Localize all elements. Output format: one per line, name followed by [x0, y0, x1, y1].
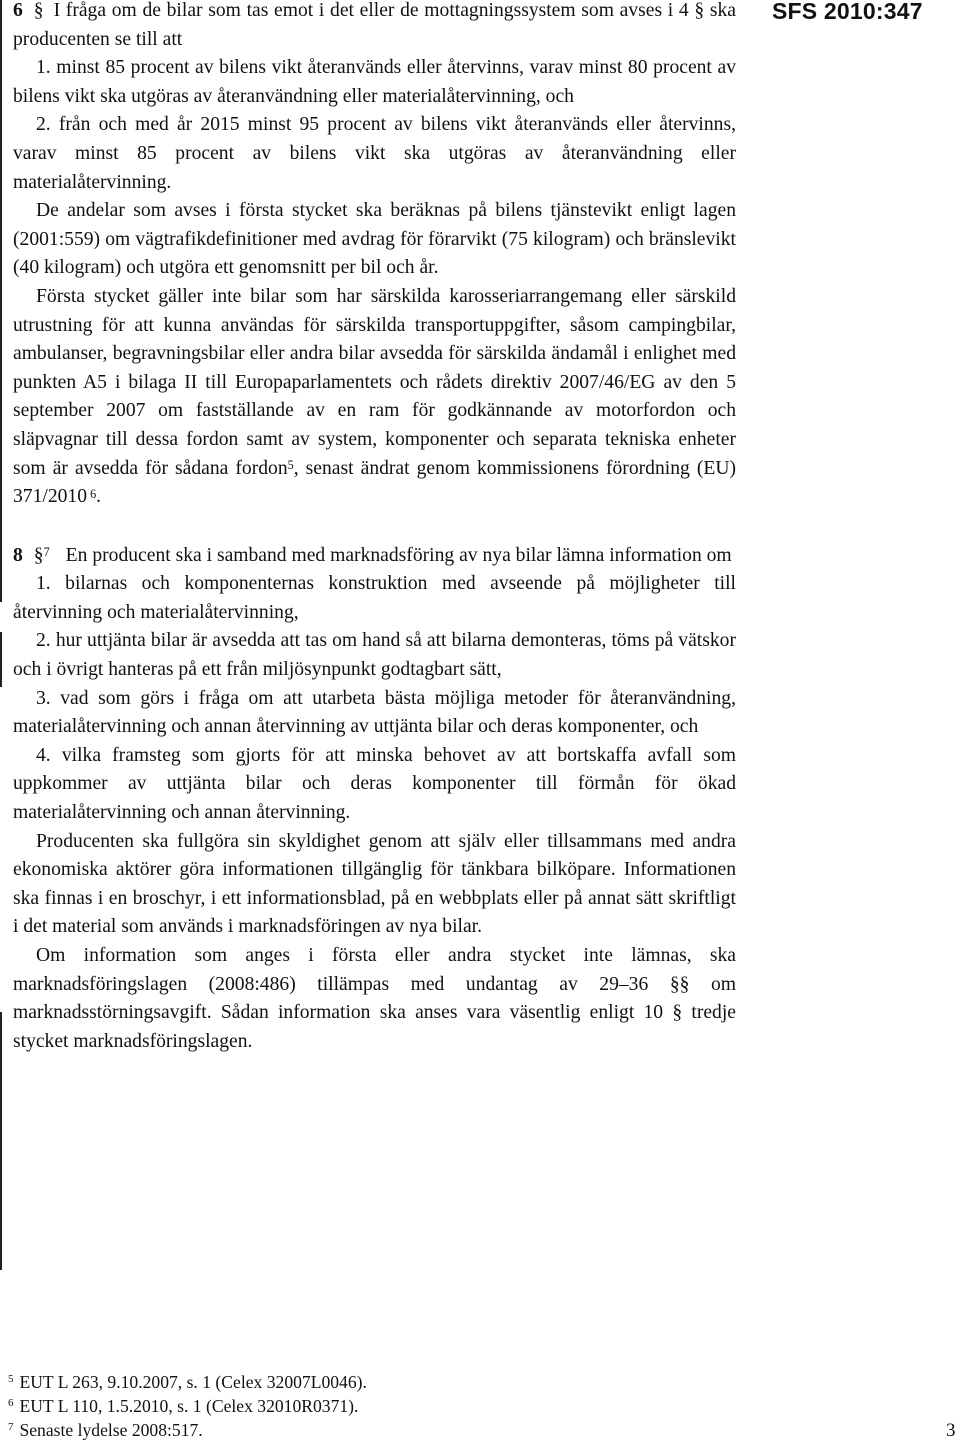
- change-bar-section-8-b: [0, 1012, 2, 1270]
- section-6-paragraph-3-text-b: , senast ändrat genom kommissionens förordning (EU) 371/2010: [13, 457, 737, 508]
- section-8-paragraph-3-text-b: om marknadsstörningsavgift. Sådan information ska anses vara väsentlig enligt 10: [13, 973, 736, 1024]
- footnote-text: EUT L 110, 1.5.2010, s. 1 (Celex 32010R0371).: [19, 1396, 359, 1416]
- footnote-ref-5: 5: [287, 458, 294, 473]
- footnote-ref-6: 6: [87, 486, 97, 501]
- change-bar-section-6: [0, 0, 2, 602]
- section-8-item-1: 1. bilarnas och komponenternas konstruktion med avseende på möjligheter till återvinning och materialåtervinning,: [13, 573, 736, 623]
- footnote-number: 7: [8, 1421, 14, 1433]
- section-8-paragraph-2: Producenten ska fullgöra sin skyldighet genom att själv eller tillsammans med andra ekonomiska aktörer göra informationen tillgänglig för tänkbara bilköpare. Informationen ska finnas i en broschyr, i ett informationsblad, på en webbplats eller på annat sätt skriftligt i det material som används i marknadsföringen av nya bilar.: [13, 830, 736, 938]
- footnote-ref-7: 7: [43, 545, 50, 560]
- section-8-paragraph-3: [13, 942, 736, 1056]
- section-6-item-1: 1. minst 85 procent av bilens vikt återanvänds eller återvinns, varav minst 80 procent av bilens vikt ska utgöras av återanvändning eller materialåtervinning, och: [13, 57, 736, 107]
- section-8-item-3: 3. vad som görs i fråga om att utarbeta bästa möjliga metoder för återanvändning, materialåtervinning och annan återvinning av uttjänta bilar och deras komponenter, och: [13, 687, 736, 738]
- section-signs: §§: [669, 973, 690, 995]
- section-number: 8: [13, 544, 23, 566]
- section-sign: §$^7$: [33, 544, 50, 566]
- footnote-7: [8, 1420, 367, 1444]
- document-reference: SFS 2010:347: [772, 0, 923, 24]
- footnotes: [8, 1372, 367, 1444]
- footnote-6: [8, 1396, 367, 1420]
- footnote-text: Senaste lydelse 2008:517.: [19, 1420, 203, 1440]
- section-8-intro: [13, 542, 736, 571]
- page-number: 3: [946, 1420, 956, 1441]
- section-gap: [13, 512, 736, 542]
- footnote-5: [8, 1372, 367, 1396]
- section-8-paragraph-3-text-c: tredje stycket marknadsföringslagen.: [13, 1002, 736, 1052]
- section-6-paragraph-2: De andelar som avses i första stycket ska beräknas på bilens tjänstevikt enligt lagen (2001:559) om vägtrafikdefinitioner med avdrag för förarvikt (75 kilogram) och bränslevikt (40 kilogram) och utgöra ett genomsnitt per bil och år.: [13, 200, 736, 279]
- section-6-item-2: 2. från och med år 2015 minst 95 procent av bilens vikt återanvänds eller återvinns, varav minst 85 procent av bilens vikt ska utgöras av återanvändning eller materialåtervinning.: [13, 114, 736, 193]
- section-8-intro-text: En producent ska i samband med marknadsföring av nya bilar lämna information om: [65, 544, 732, 566]
- section-6-intro: [13, 0, 736, 54]
- section-number: 6: [13, 0, 23, 21]
- footnote-text: EUT L 263, 9.10.2007, s. 1 (Celex 32007L0046).: [19, 1372, 367, 1392]
- section-6-paragraph-3: [13, 283, 736, 512]
- section-8-item-4: 4. vilka framsteg som gjorts för att minska behovet av att bortskaffa avfall som uppkommer av uttjänta bilar och deras komponenter till förmån för ökad materialåtervinning och annan återvinning.: [13, 744, 736, 824]
- section-8-item-2: 2. hur uttjänta bilar är avsedda att tas om hand så att bilarna demonteras, töms på vätskor och i övrigt hanteras på ett från miljösynpunkt godtagbart sätt,: [13, 630, 736, 681]
- section-8-paragraph-3-text-a: Om information som anges i första eller andra stycket inte lämnas, ska marknadsföringslagen (2008:486) tillämpas med undantag av 29–36: [13, 945, 736, 995]
- section-6-paragraph-3-text-a: Första stycket gäller inte bilar som har särskilda karosseriarrangemang eller särskild utrustning för att kunna användas för särskilda transportuppgifter, såsom campingbilar, ambulanser, begravningsbilar eller andra bilar avsedda för särskilda ändamål i enlighet med punkten A5 i bilaga II till Europaparlamentets och rådets direktiv 2007/46/EG av den 5 september 2007 om fastställande av en ram för godkännande av motorfordon och släpvagnar till dessa fordon samt av system, komponenter och separata tekniska enheter som är avsedda för sådana fordon: [13, 285, 736, 479]
- footnote-number: 6: [8, 1397, 14, 1409]
- statute-text: [13, 0, 736, 1056]
- section-sign: §: [672, 1002, 683, 1024]
- section-6-paragraph-3-text-c: .: [96, 486, 102, 508]
- footnote-number: 5: [8, 1373, 14, 1385]
- change-bar-section-8-a: [0, 632, 2, 687]
- section-6-intro-text: I fråga om de bilar som tas emot i det eller de mottagningssystem som avses i 4 § ska producenten se till att: [13, 0, 736, 50]
- section-sign: §: [33, 0, 44, 21]
